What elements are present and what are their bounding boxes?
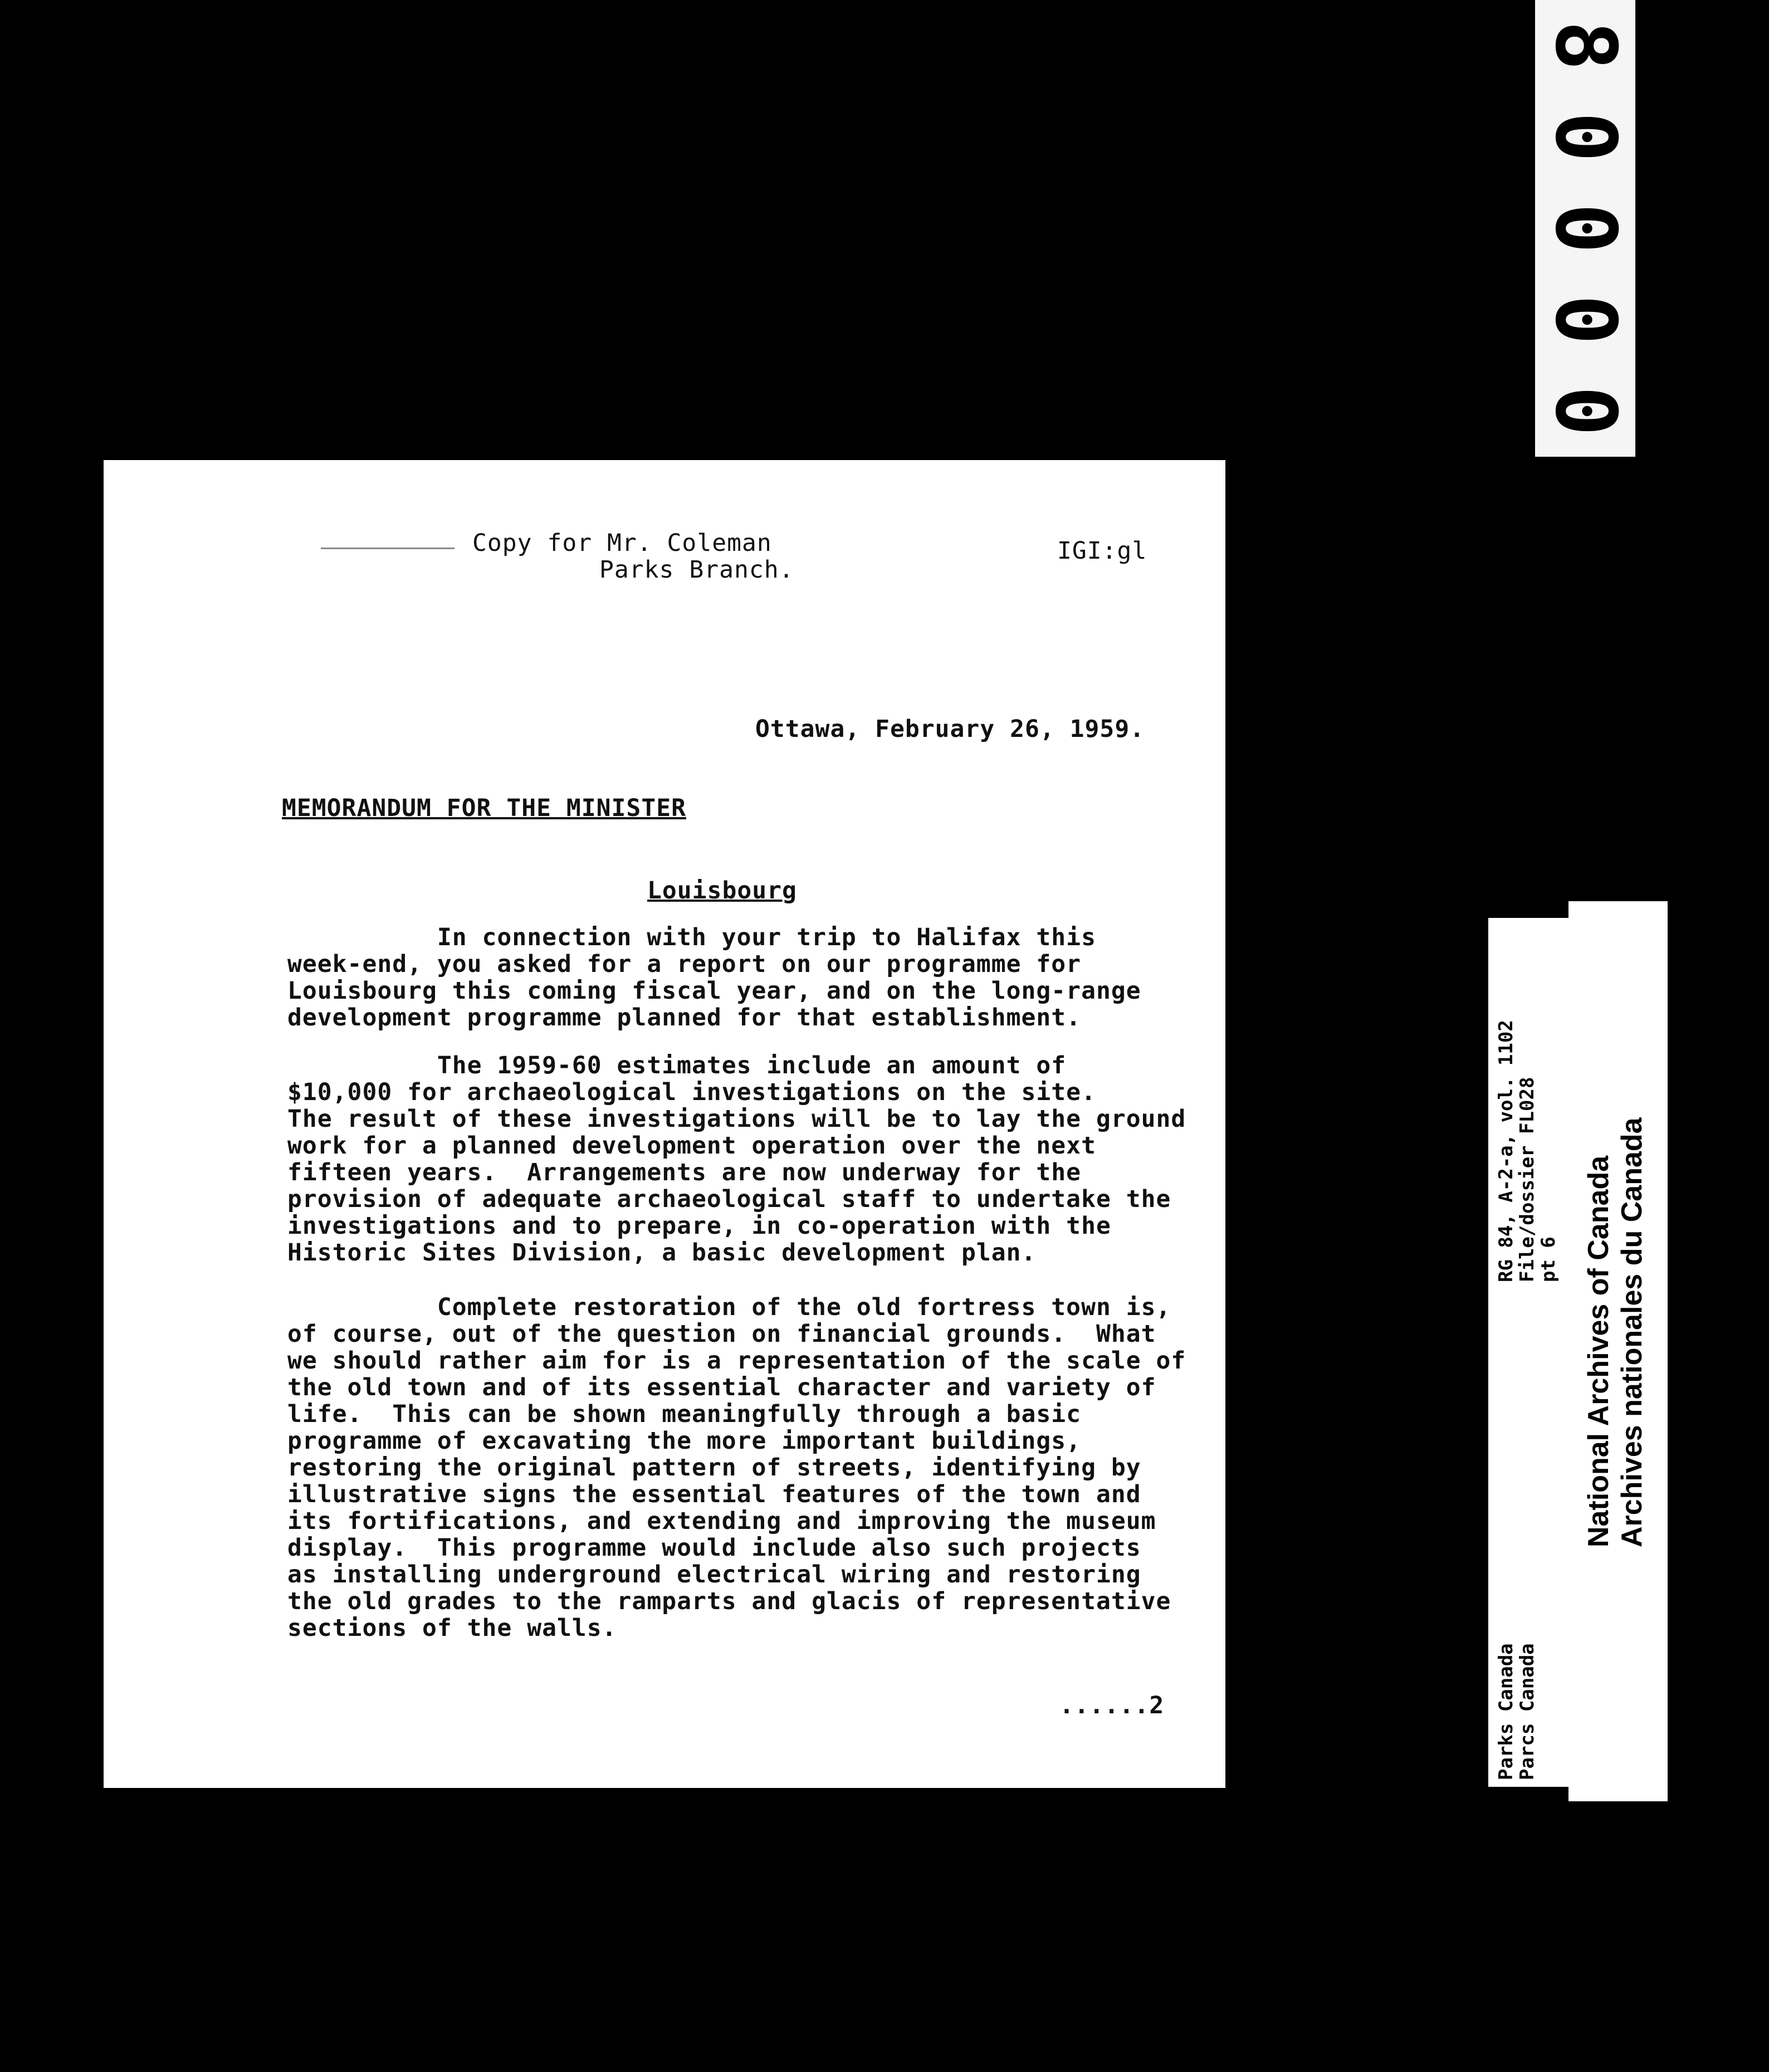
memo-heading: MEMORANDUM FOR THE MINISTER [282,794,686,822]
memo-page [104,460,1225,1788]
routing-dash [321,548,455,549]
frame-counter-digit: 0 [1537,385,1634,437]
archives-label [1568,901,1668,1801]
archives-name-english: National Archives of Canada [1582,1155,1615,1547]
memo-paragraph: In connection with your trip to Halifax this week-end, you asked for a report on our programme for Louisbourg this coming fiscal year, and on the long-range development programme planned for that establishment. [287,923,1141,1032]
page-continuation: ......2 [1059,1692,1165,1719]
archives-name-french: Archives nationales du Canada [1616,1117,1648,1547]
slip-reference-record-group: RG 84, A-2-a, vol. 1102 [1495,1020,1517,1282]
slip-org-english: Parks Canada [1495,1643,1517,1780]
place-date: Ottawa, February 26, 1959. [755,715,1145,743]
memo-paragraph: Complete restoration of the old fortress town is, of course, out of the question on financial grounds. What we should rather aim for is a representation of the scale of the old town and of its essential character and variety of life. This can be shown meaningfully through a basic programme of excavating the more important buildings, restoring the original pattern of streets, identifying by illustrative signs the essential features of the town and its fortifications, and extending and improving the museum display. This programme would include also such projects as installing underground electrical wiring and restoring the old grades to the ramparts and glacis of representative sections of the walls. [287,1293,1186,1642]
file-reference-slip [1488,918,1572,1787]
copy-for-branch: Parks Branch. [599,556,794,584]
slip-reference-part: pt 6 [1537,1237,1560,1282]
slip-reference-file: File/dossier FL028 [1516,1077,1538,1282]
frame-counter-digit: 0 [1537,111,1634,163]
reference-initials: IGI:gl [1057,537,1147,565]
frame-counter-digit: 0 [1537,294,1634,345]
subject-heading: Louisbourg [647,877,797,905]
frame-counter-digit: 8 [1537,20,1634,71]
memo-paragraph: The 1959-60 estimates include an amount of $10,000 for archaeological investigations on the site. The result of these investigations will be to lay the ground work for a planned development operation over the next fifteen years. Arrangements are now underway for the provision of adequate archaeological staff to undertake the investigations and to prepare, in co-operation with the Historic Sites Division, a basic development plan. [287,1052,1186,1267]
slip-org-french: Parcs Canada [1516,1643,1538,1780]
copy-for-recipient: Copy for Mr. Coleman [472,529,772,557]
frame-counter-strip [1535,0,1635,457]
frame-counter-digit: 0 [1537,203,1634,254]
